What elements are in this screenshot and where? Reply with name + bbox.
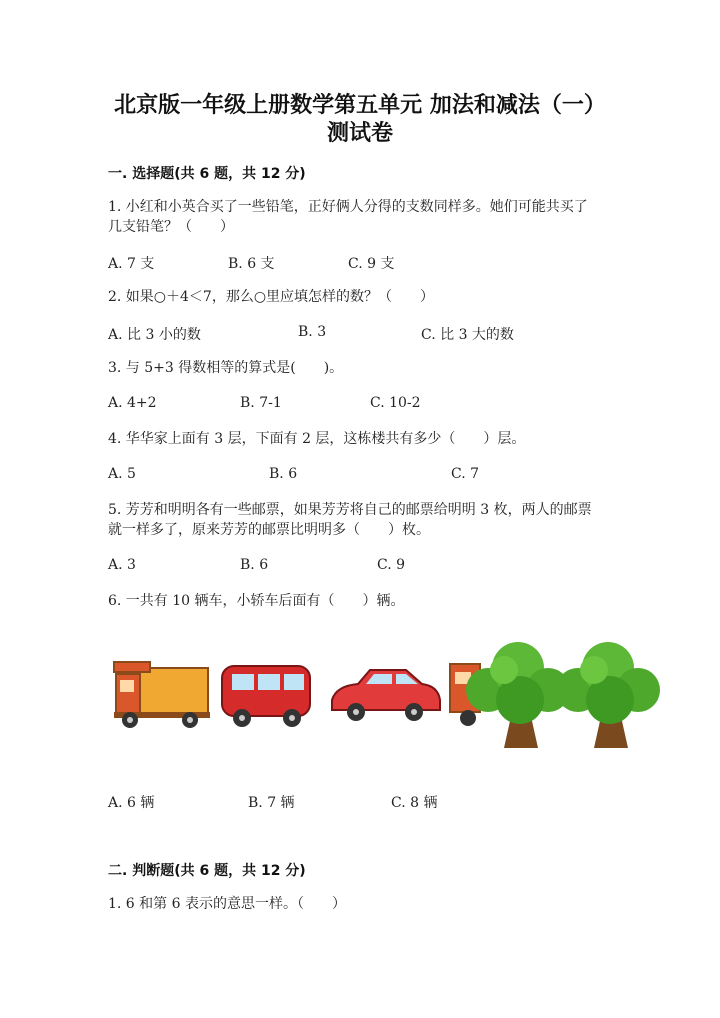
truck-icon bbox=[114, 662, 210, 728]
q4-option-b: B. 6 bbox=[269, 466, 298, 482]
question-2: 2. 如果○＋4＜7，那么○里应填怎样的数？（ ） bbox=[108, 289, 435, 305]
q5-option-a: A. 3 bbox=[108, 557, 136, 573]
q4-option-c: C. 7 bbox=[451, 466, 480, 482]
q2-option-b: B. 3 bbox=[298, 324, 327, 340]
q4-option-a: A. 5 bbox=[108, 466, 136, 482]
q2-option-c: C. 比 3 大的数 bbox=[421, 327, 514, 343]
q3-option-b: B. 7-1 bbox=[240, 395, 282, 411]
question-5 bbox=[108, 500, 608, 540]
q6-option-a: A. 6 辆 bbox=[108, 795, 155, 811]
question-6: 6. 一共有 10 辆车，小轿车后面有（ ）辆。 bbox=[108, 593, 405, 609]
question-1 bbox=[108, 197, 608, 237]
q3-option-c: C. 10-2 bbox=[370, 395, 421, 411]
q1-option-b: B. 6 支 bbox=[228, 256, 275, 272]
judgement-question-1: 1. 6 和第 6 表示的意思一样。（ ） bbox=[108, 896, 346, 912]
section-heading-choice: 一. 选择题(共 6 题，共 12 分) bbox=[108, 166, 306, 182]
question-5-line1: 5. 芳芳和明明各有一些邮票，如果芳芳将自己的邮票给明明 3 枚，两人的邮票 bbox=[108, 502, 592, 518]
question-1-line2: 几支铅笔？（ ） bbox=[108, 219, 234, 235]
q5-option-b: B. 6 bbox=[240, 557, 269, 573]
q2-option-a: A. 比 3 小的数 bbox=[108, 327, 201, 343]
q1-option-c: C. 9 支 bbox=[348, 256, 395, 272]
question-3: 3. 与 5+3 得数相等的算式是( )。 bbox=[108, 360, 344, 376]
car-icon bbox=[332, 670, 440, 721]
q1-option-a: A. 7 支 bbox=[108, 256, 155, 272]
q6-option-c: C. 8 辆 bbox=[391, 795, 438, 811]
vehicles-illustration bbox=[108, 640, 668, 760]
bus-icon bbox=[222, 666, 310, 727]
q5-option-c: C. 9 bbox=[377, 557, 406, 573]
question-4: 4. 华华家上面有 3 层，下面有 2 层，这栋楼共有多少（ ）层。 bbox=[108, 431, 526, 447]
page-title-line2: 测试卷 bbox=[326, 121, 393, 146]
question-1-line1: 1. 小红和小英合买了一些铅笔，正好俩人分得的支数同样多。她们可能共买了 bbox=[108, 199, 588, 215]
q6-option-b: B. 7 辆 bbox=[248, 795, 295, 811]
section-heading-judgement: 二. 判断题(共 6 题，共 12 分) bbox=[108, 863, 306, 879]
question-5-line2: 就一样多了，原来芳芳的邮票比明明多（ ）枚。 bbox=[108, 522, 430, 538]
page-title-line1: 北京版一年级上册数学第五单元 加法和减法（一） bbox=[114, 93, 606, 118]
tree-icon bbox=[466, 642, 570, 748]
q3-option-a: A. 4+2 bbox=[108, 395, 157, 411]
tree-icon bbox=[556, 642, 660, 748]
